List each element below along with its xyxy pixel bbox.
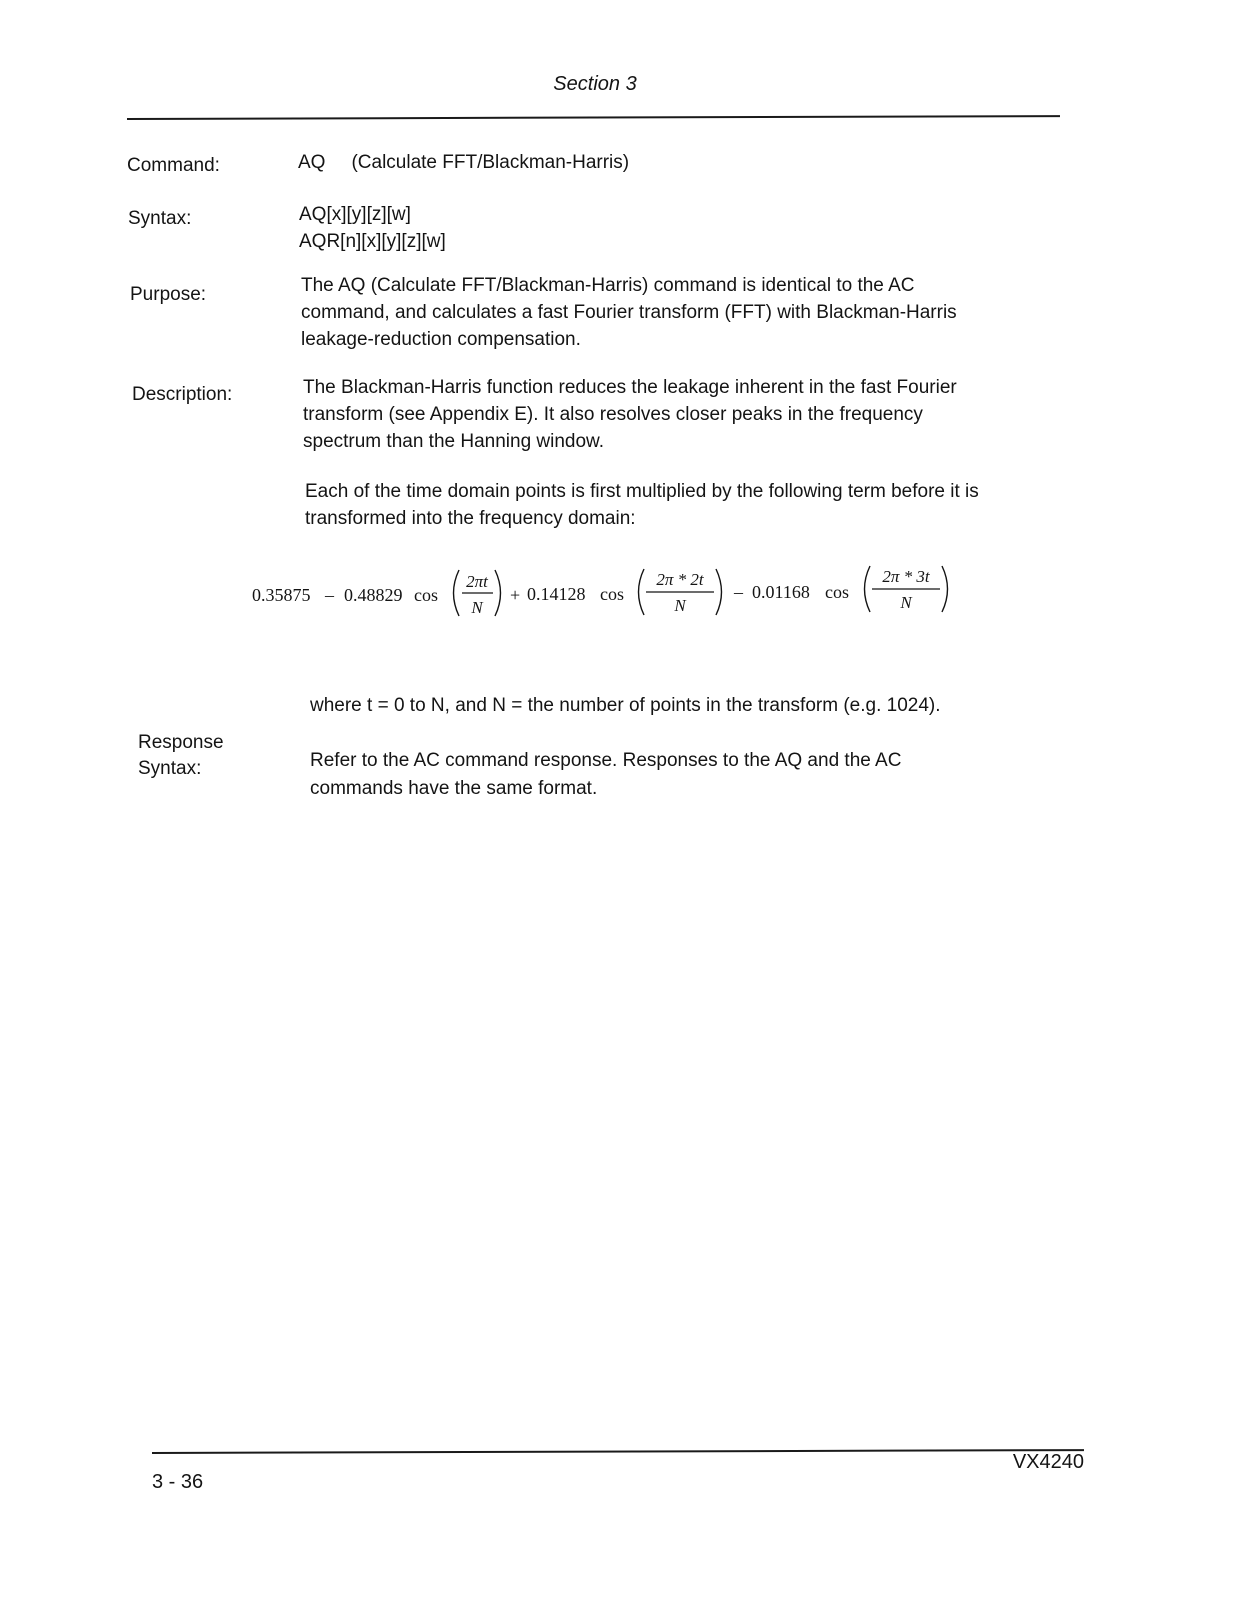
right-paren	[495, 570, 501, 616]
command-name: (Calculate FFT/Blackman-Harris)	[351, 152, 630, 173]
purpose-line: leakage-reduction compensation.	[301, 329, 581, 350]
description-paragraph-1	[303, 374, 1063, 455]
response-text	[310, 747, 1070, 803]
header-rule	[127, 115, 1060, 120]
description-line: Each of the time domain points is first multiplied by the following term before it is	[305, 481, 979, 502]
description-line: transformed into the frequency domain:	[305, 508, 636, 529]
syntax-line: AQ[x][y][z][w]	[299, 204, 411, 225]
description-line: spectrum than the Hanning window.	[303, 431, 605, 452]
left-paren	[865, 566, 871, 612]
formula-operator: +	[510, 585, 521, 605]
formula-cos: cos	[825, 582, 849, 602]
where-line: where t = 0 to N, and N = the number of points in the transform (e.g. 1024).	[310, 695, 941, 716]
left-paren	[639, 569, 645, 615]
purpose-line: command, and calculates a fast Fourier transform (FFT) with Blackman-Harris	[301, 302, 957, 323]
response-line: commands have the same format.	[310, 778, 598, 799]
purpose-label: Purpose:	[130, 284, 207, 305]
command-label: Command:	[127, 155, 220, 176]
where-clause	[310, 693, 1070, 720]
description-paragraph-2	[305, 478, 1065, 532]
fraction-denominator: N	[674, 596, 686, 615]
fraction-numerator: 2πt	[466, 572, 488, 591]
formula-operator: –	[325, 585, 334, 605]
left-paren	[454, 570, 460, 616]
fraction-denominator: N	[900, 593, 912, 612]
formula-cos: cos	[414, 585, 438, 605]
syntax-block	[299, 202, 1059, 256]
model-number: VX4240	[1012, 1451, 1084, 1473]
formula-cos: cos	[600, 584, 624, 604]
command-value	[298, 150, 1058, 177]
response-label-line: Response	[138, 732, 224, 753]
fraction-denominator: N	[471, 598, 483, 617]
right-paren	[716, 569, 722, 615]
purpose-text	[301, 272, 1061, 353]
formula-coefficient: 0.48829	[344, 585, 403, 605]
formula-operator: –	[734, 582, 743, 602]
formula-coefficient: 0.14128	[527, 584, 586, 604]
purpose-line: The AQ (Calculate FFT/Blackman-Harris) command is identical to the AC	[301, 275, 915, 296]
formula-coefficient: 0.01168	[752, 582, 810, 602]
syntax-label: Syntax:	[128, 208, 192, 229]
command-code: AQ	[298, 152, 326, 173]
right-paren	[942, 566, 948, 612]
formula-coefficient: 0.35875	[252, 585, 311, 605]
response-syntax-label	[138, 730, 298, 782]
description-line: The Blackman-Harris function reduces the leakage inherent in the fast Fourier	[303, 377, 957, 398]
description-line: transform (see Appendix E). It also resolves closer peaks in the frequency	[303, 404, 923, 425]
fraction-numerator: 2π * 2t	[656, 570, 704, 589]
footer-rule	[152, 1449, 1084, 1454]
description-label: Description:	[132, 384, 233, 405]
blackman-harris-formula	[250, 560, 970, 622]
syntax-line: AQR[n][x][y][z][w]	[299, 230, 446, 252]
fraction-numerator: 2π * 3t	[882, 567, 930, 586]
section-header: Section 3	[553, 73, 637, 95]
page-number: 3 - 36	[152, 1471, 204, 1493]
response-line: Refer to the AC command response. Responses to the AQ and the AC	[310, 750, 902, 771]
response-label-line: Syntax:	[138, 758, 202, 779]
